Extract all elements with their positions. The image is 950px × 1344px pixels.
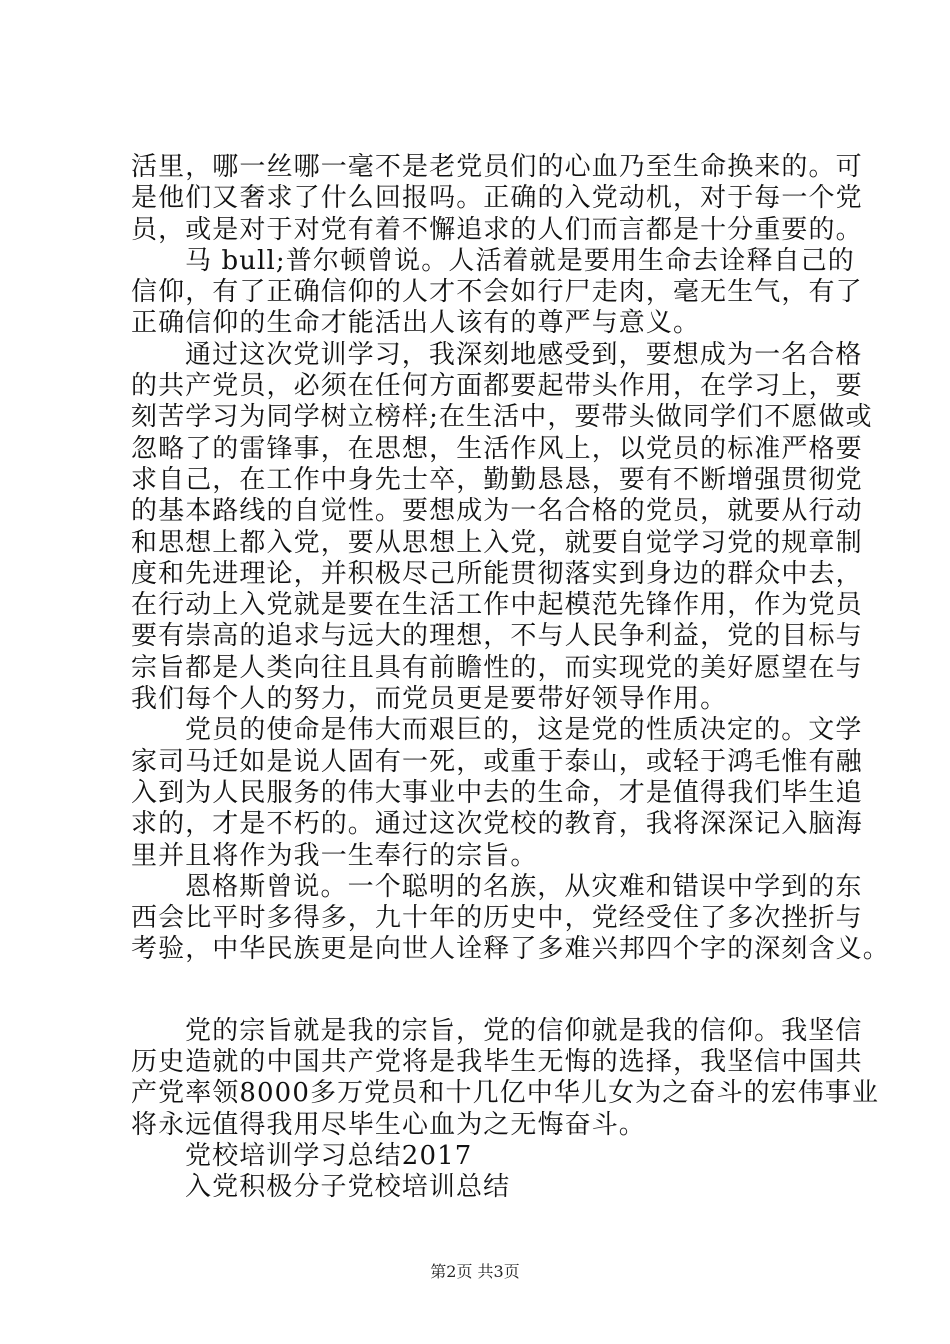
paragraph-line: 家司马迁如是说人固有一死，或重于泰山，或轻于鸿毛惟有融 (131, 746, 863, 777)
paragraph-line: 党员的使命是伟大而艰巨的，这是党的性质决定的。文学 (185, 715, 863, 746)
paragraph-line: 活里，哪一丝哪一毫不是老党员们的心血乃至生命换来的。可 (131, 152, 863, 182)
paragraph-line: 我们每个人的努力，而党员更是要带好领导作用。 (131, 684, 728, 715)
paragraph-line: 要有崇高的追求与远大的理想，不与人民争利益，党的目标与 (131, 621, 863, 652)
paragraph-line: 员，或是对于对党有着不懈追求的人们而言都是十分重要的。 (131, 214, 863, 245)
paragraph-line: 产党率领8000多万党员和十几亿中华儿女为之奋斗的宏伟事业 (131, 1078, 880, 1109)
paragraph-line: 恩格斯曾说。一个聪明的名族，从灾难和错误中学到的东 (185, 871, 863, 902)
paragraph-line: 刻苦学习为同学树立榜样;在生活中，要带头做同学们不愿做或 (131, 402, 873, 433)
paragraph-line: 将永远值得我用尽毕生心血为之无悔奋斗。 (131, 1109, 646, 1140)
paragraph-line: 的基本路线的自觉性。要想成为一名合格的党员，就要从行动 (131, 496, 863, 527)
paragraph-line: 入到为人民服务的伟大事业中去的生命，才是值得我们毕生追 (131, 777, 863, 808)
paragraph-line: 入党积极分子党校培训总结 (185, 1172, 511, 1203)
paragraph-line: 考验，中华民族更是向世人诠释了多难兴邦四个字的深刻含义。 (131, 934, 890, 965)
paragraph (131, 1172, 831, 1203)
page-footer: 第2页 共3页 (430, 1262, 520, 1281)
paragraph-line: 党的宗旨就是我的宗旨，党的信仰就是我的信仰。我坚信 (185, 1015, 863, 1046)
paragraph-line: 正确信仰的生命才能活出人该有的尊严与意义。 (131, 308, 701, 339)
document-body (131, 152, 890, 1204)
paragraph (131, 1015, 880, 1141)
paragraph-gap (131, 966, 831, 1016)
paragraph-line: 党校培训学习总结2017 (185, 1140, 473, 1171)
paragraph (131, 871, 890, 966)
paragraph (131, 715, 863, 871)
paragraph-line: 信仰，有了正确信仰的人才不会如行尸走肉，毫无生气，有了 (131, 277, 863, 308)
paragraph-line: 马 bull;普尔顿曾说。人活着就是要用生命去诠释自己的 (185, 245, 855, 276)
paragraph-line: 通过这次党训学习，我深刻地感受到，要想成为一名合格 (185, 339, 863, 370)
paragraph-line: 的共产党员，必须在任何方面都要起带头作用，在学习上，要 (131, 371, 863, 402)
paragraph-line: 求自己，在工作中身先士卒，勤勤恳恳，要有不断增强贯彻党 (131, 464, 863, 495)
paragraph (131, 152, 863, 246)
paragraph (131, 339, 873, 716)
paragraph-line: 历史造就的中国共产党将是我毕生无悔的选择，我坚信中国共 (131, 1047, 863, 1078)
paragraph-line: 度和先进理论，并积极尽己所能贯彻落实到身边的群众中去， (131, 558, 863, 589)
paragraph-line: 西会比平时多得多，九十年的历史中，党经受住了多次挫折与 (131, 903, 863, 934)
paragraph-line: 里并且将作为我一生奉行的宗旨。 (131, 840, 538, 871)
paragraph-line: 是他们又奢求了什么回报吗。正确的入党动机，对于每一个党 (131, 183, 863, 214)
paragraph-line: 和思想上都入党，要从思想上入党，就要自觉学习党的规章制 (131, 527, 863, 558)
paragraph (131, 1141, 831, 1172)
paragraph-line: 在行动上入党就是要在生活工作中起模范先锋作用，作为党员 (131, 590, 863, 621)
paragraph (131, 245, 863, 340)
paragraph-line: 宗旨都是人类向往且具有前瞻性的，而实现党的美好愿望在与 (131, 652, 863, 683)
paragraph-line: 忽略了的雷锋事，在思想，生活作风上，以党员的标准严格要 (131, 433, 863, 464)
paragraph-line: 求的，才是不朽的。通过这次党校的教育，我将深深记入脑海 (131, 809, 863, 840)
